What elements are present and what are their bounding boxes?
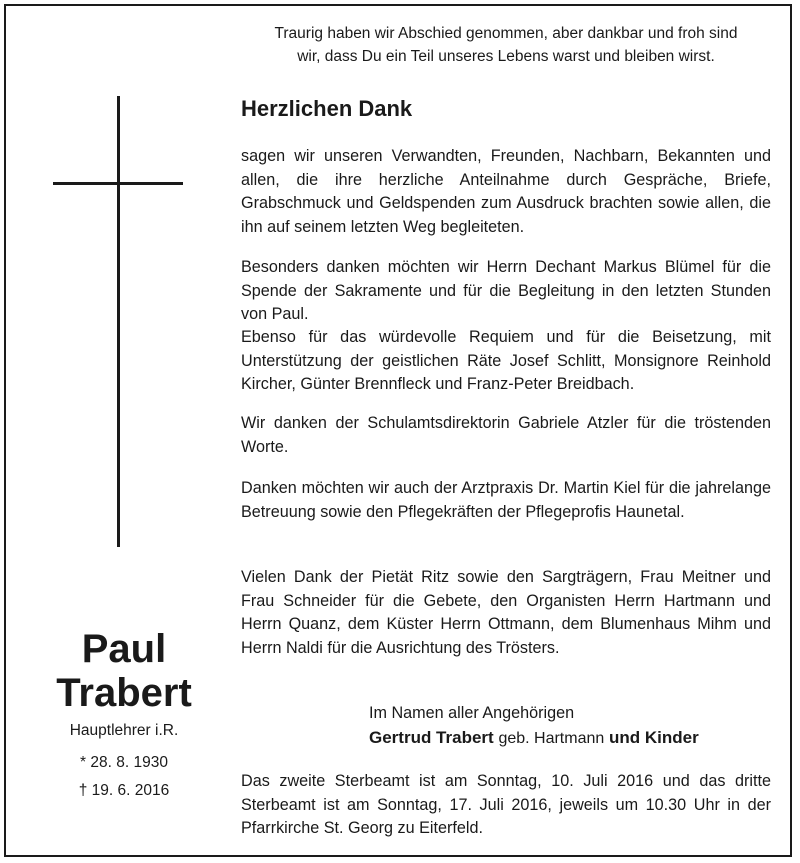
death-date: † 19. 6. 2016 — [78, 782, 170, 799]
deceased-role: Hauptlehrer i.R. — [69, 722, 179, 739]
paragraph-dechant: Besonders danken möchten wir Herrn Dechant Markus Blümel für die Spende der Sakramente und für die Begleitung in den letzten Stunden von Paul. — [241, 258, 771, 323]
birth-date: * 28. 8. 1930 — [80, 754, 168, 771]
paragraph-doctor: Danken möchten wir auch der Arztpraxis Dr. Martin Kiel für die jahrelange Betreuung sowie den Pflegekräften der Pflegeprofis Haunetal. — [241, 479, 771, 521]
cross-horizontal-bar — [53, 182, 183, 185]
paragraph-thanks: sagen wir unseren Verwandten, Freunden, Nachbarn, Bekannten und allen, die ihre herzliche Anteilnahme durch Gespräche, Briefe, Grabschmuck und Geldspenden zum Ausdruck brachten sowie allen, die ihn auf seinem letzten Weg begleiteten. — [241, 147, 771, 236]
cross-vertical-bar — [117, 96, 120, 547]
paragraph-funeral-home: Vielen Dank der Pietät Ritz sowie den Sargträgern, Frau Meitner und Frau Schneider für die Gebete, den Organisten Herrn Hartmann und Herrn Quanz, dem Küster Herrn Ottmann, dem Blumenhaus Mihm und Herrn Naldi für die Ausrichtung des Trösters. — [241, 568, 771, 657]
deceased-first-name: Paul — [81, 627, 167, 671]
signature-intro: Im Namen aller Angehörigen — [369, 704, 575, 722]
signature-maiden: geb. Hartmann — [498, 730, 605, 747]
signature-suffix: und Kinder — [609, 728, 699, 747]
heading: Herzlichen Dank — [241, 96, 413, 121]
motto-line: wir, dass Du ein Teil unseres Lebens warst und bleiben wirst. — [297, 48, 715, 65]
paragraph-school: Wir danken der Schulamtsdirektorin Gabriele Atzler für die tröstenden Worte. — [241, 414, 771, 456]
paragraph-requiem: Ebenso für das würdevolle Requiem und für die Beisetzung, mit Unterstützung der geistlichen Räte Josef Schlitt, Monsignore Reinhold Kircher, Günter Brennfleck und Franz-Peter Breidbach. — [241, 328, 771, 393]
signature-name: Gertrud Trabert — [369, 728, 494, 747]
deceased-last-name: Trabert — [56, 671, 192, 715]
paragraph-requiem-dates: Das zweite Sterbeamt ist am Sonntag, 10. Juli 2016 und das dritte Sterbeamt ist am Sonntag, 17. Juli 2016, jeweils um 10.30 Uhr in der Pfarrkirche St. Georg zu Eiterfeld. — [241, 772, 771, 837]
motto — [236, 22, 776, 68]
signature-line — [369, 728, 699, 748]
motto-line: Traurig haben wir Abschied genommen, aber dankbar und froh sind — [274, 25, 738, 42]
